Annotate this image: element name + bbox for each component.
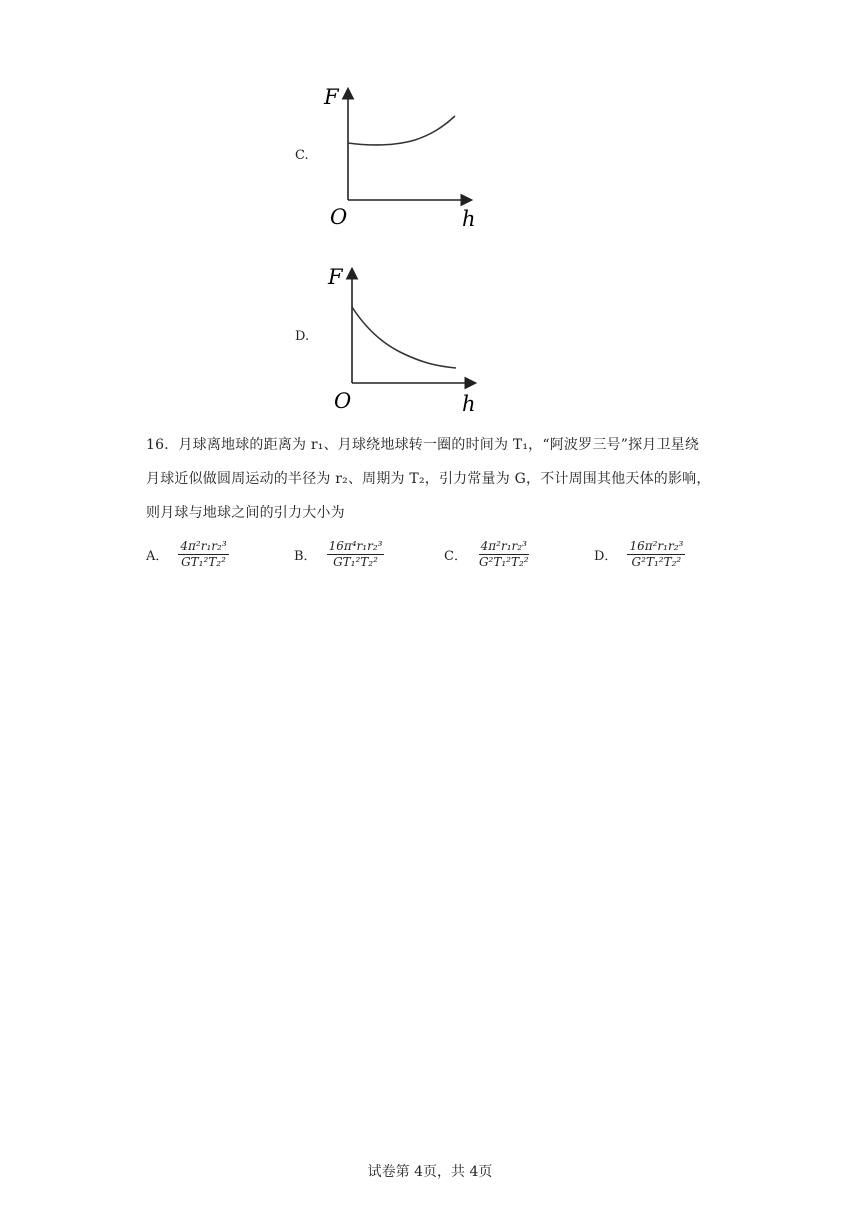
origin-label: O bbox=[334, 389, 352, 413]
choice-letter: A． bbox=[146, 549, 169, 565]
choice-letter: C． bbox=[444, 549, 467, 565]
origin-label: O bbox=[330, 205, 348, 229]
denominator: GT₁²T₂² bbox=[333, 555, 378, 570]
x-axis-label: h bbox=[462, 392, 476, 416]
numerator: 16π²r₁r₂³ bbox=[627, 540, 685, 555]
denominator: GT₁²T₂² bbox=[181, 555, 226, 570]
graph-option-c bbox=[320, 80, 490, 230]
question-line-2: 月球近似做圆周运动的半径为 r₂、周期为 T₂，引力常量为 G，不计周围其他天体的影响， bbox=[146, 471, 711, 487]
choice-b bbox=[294, 540, 384, 569]
option-c-label: C. bbox=[295, 148, 309, 163]
choice-letter: D． bbox=[594, 549, 618, 565]
question-line-3: 则月球与地球之间的引力大小为 bbox=[146, 505, 345, 521]
y-axis-label: F bbox=[328, 265, 343, 289]
x-axis-label: h bbox=[462, 207, 476, 231]
numerator: 16π⁴r₁r₂³ bbox=[327, 540, 385, 555]
choice-formula bbox=[627, 540, 685, 569]
choice-letter: B． bbox=[294, 549, 317, 565]
choice-formula bbox=[477, 540, 531, 569]
choice-d bbox=[594, 540, 685, 569]
y-axis-label: F bbox=[324, 85, 339, 109]
choice-formula bbox=[178, 540, 228, 569]
numerator: 4π²r₁r₂³ bbox=[178, 540, 228, 555]
graph-option-d bbox=[320, 262, 490, 417]
denominator: G²T₁²T₂² bbox=[478, 555, 529, 570]
choice-c bbox=[444, 540, 531, 569]
numerator: 4π²r₁r₂³ bbox=[479, 540, 529, 555]
choice-formula bbox=[327, 540, 385, 569]
force-curve bbox=[352, 307, 456, 368]
page-footer: 试卷第 4页，共 4页 bbox=[367, 1164, 493, 1180]
choice-a bbox=[146, 540, 229, 569]
force-curve bbox=[348, 116, 455, 145]
question-line-1: 16．月球离地球的距离为 r₁、月球绕地球转一圈的时间为 T₁，“阿波罗三号”探月卫星绕 bbox=[146, 437, 700, 453]
denominator: G²T₁²T₂² bbox=[631, 555, 682, 570]
option-d-label: D. bbox=[295, 329, 310, 344]
